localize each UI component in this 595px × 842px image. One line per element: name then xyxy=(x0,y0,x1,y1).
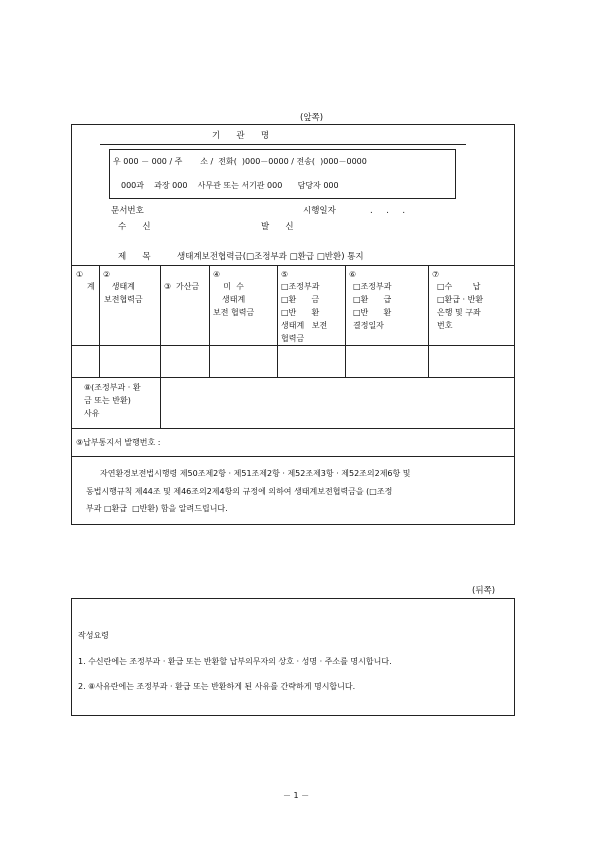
agency-name: 기 관 명 xyxy=(212,131,270,141)
header-1-num: ① xyxy=(76,270,84,279)
notice-row-bottom-line xyxy=(71,456,515,457)
instruction-item-2: 2. ⑧사유란에는 조정부과 · 환급 또는 반환하게 된 사유를 간략하게 명시합니다. xyxy=(78,682,356,691)
header-5-num: ⑤ xyxy=(281,270,289,279)
sender-label: 발 신 xyxy=(261,222,294,232)
body-text-line-2: 동법시행규칙 제44조 및 제46조의2제4항의 규정에 의하여 생태계보전협력금을 (□조정 xyxy=(86,487,393,496)
instructions-title: 작성요령 xyxy=(78,631,109,640)
header-3-num: ③ xyxy=(164,282,172,291)
header-6-label: □조정부과 □환 급 □반 환 결정일자 xyxy=(353,282,392,330)
bank-account-input-cell[interactable] xyxy=(429,346,514,377)
date-value[interactable]: . . . xyxy=(370,206,406,216)
front-side-label: (앞쪽) xyxy=(300,113,324,123)
header-3-label: 가산금 xyxy=(176,282,200,291)
decision-date-input-cell[interactable] xyxy=(346,346,428,377)
header-6-num: ⑥ xyxy=(349,270,357,279)
agency-contact: 000과 과장 000 사무관 또는 서기관 000 담당자 000 xyxy=(121,181,339,190)
header-2-label: 생태계 보전협력금 xyxy=(104,282,143,304)
recipient-label: 수 신 xyxy=(118,222,151,232)
agency-underline xyxy=(100,144,466,145)
body-text-line-1: 자연환경보전법시행령 제50조제2항 · 제51조제2항 · 제52조제3항 · 제52조의2제6항 및 xyxy=(100,469,411,478)
back-side-label: (뒤쪽) xyxy=(472,586,496,596)
notice-number-label: ⑨납부통지서 발행번호 : xyxy=(76,438,161,447)
subject-text: 생태계보전협력금(□조정부과 □환급 □반환) 통지 xyxy=(177,252,364,262)
page-number: － 1 － xyxy=(283,791,310,800)
header-5-label: □조정부과 □환 금 □반 환 생태계 보전 협력금 xyxy=(281,282,328,343)
agency-address: 우 000 － 000 / 주 소 / 전화( )000－0000 / 전송( )000－0000 xyxy=(113,157,367,166)
header-4-label: 미 수 생태계 보전 협력금 xyxy=(213,282,255,317)
surcharge-input-cell[interactable] xyxy=(161,346,209,377)
cooperation-fee-input-cell[interactable] xyxy=(100,346,160,377)
date-label: 시행일자 xyxy=(303,206,336,216)
instruction-item-1: 1. 수신란에는 조정부과 · 환급 또는 반환할 납부의무자의 상호 · 성명 · 주소를 명시합니다. xyxy=(78,657,392,666)
header-7-num: ⑦ xyxy=(432,270,440,279)
header-2-num: ② xyxy=(103,270,111,279)
reason-input-cell[interactable] xyxy=(161,378,514,428)
body-text-line-3: 부과 □환급 □반환) 함을 알려드립니다. xyxy=(86,504,228,513)
header-7-label: □수 납 □환급 · 반환 은행 및 구좌 번호 xyxy=(437,282,484,330)
unpaid-fee-input-cell[interactable] xyxy=(210,346,277,377)
subject-label: 제 목 xyxy=(118,252,151,262)
header-1-label: 계 xyxy=(87,282,95,291)
header-4-num: ④ xyxy=(213,270,221,279)
total-input-cell[interactable] xyxy=(72,346,99,377)
table-top-line xyxy=(71,265,515,266)
doc-number-label: 문서번호 xyxy=(111,206,144,216)
reason-label: ⑧(조정부과 · 환 금 또는 반환) 사유 xyxy=(84,383,141,418)
reason-row-bottom-line xyxy=(71,428,515,429)
adjusted-fee-input-cell[interactable] xyxy=(278,346,345,377)
